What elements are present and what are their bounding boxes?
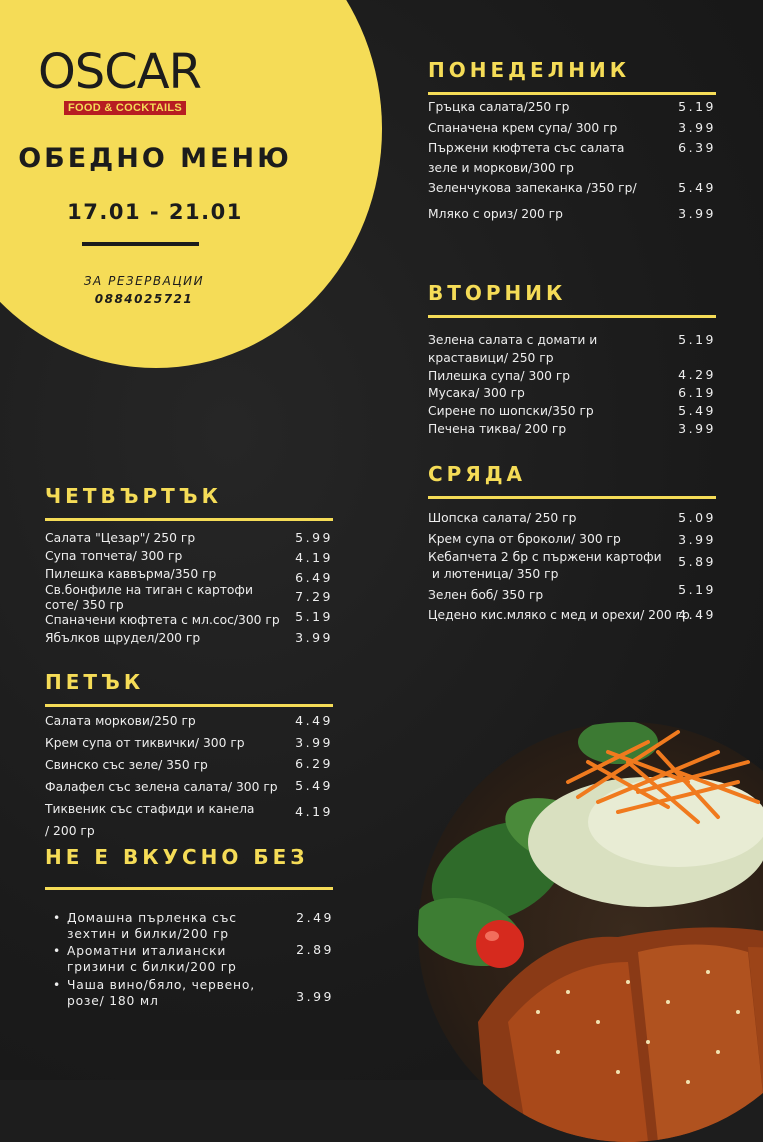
menu-price: 3.99 [295,735,333,750]
menu-price: 2.49 [296,910,334,925]
menu-item: / 200 гр [45,824,95,838]
section-wednesday [428,462,716,622]
section-divider [428,496,716,499]
menu-item: Зеленчукова запеканка /350 гр/ [428,181,637,195]
menu-item: Салата моркови/250 гр [45,714,196,728]
menu-price: 4.49 [295,713,333,728]
menu-price: 3.99 [678,532,716,547]
reservations-phone[interactable]: 0884025721 [94,292,194,306]
page-title: ОБЕДНО МЕНЮ [18,143,292,174]
menu-price: 5.49 [678,403,716,418]
section-friday [45,670,333,838]
section-title: СРЯДА [428,462,527,486]
menu-item: Шопска салата/ 250 гр [428,511,577,525]
menu-price: 5.19 [678,582,716,597]
list-item [67,910,237,942]
menu-item: зеле и моркови/300 гр [428,161,574,175]
menu-price: 2.89 [296,942,334,957]
menu-price: 6.29 [295,756,333,771]
menu-price: 3.99 [295,630,333,645]
menu-item: Пилешка супа/ 300 гр [428,369,571,383]
menu-item: Ябълков щрудел/200 гр [45,631,201,645]
menu-item: краставици/ 250 гр [428,351,554,365]
menu-price: 6.39 [678,140,716,155]
menu-price: 7.29 [295,589,333,604]
section-divider [45,704,333,707]
section-extras [45,845,333,890]
menu-item: Зелен боб/ 350 гр [428,588,544,602]
section-divider [45,887,333,890]
menu-price: 6.19 [678,385,716,400]
menu-item: Пържени кюфтета със салата [428,141,625,155]
menu-price: 5.09 [678,510,716,525]
section-divider [428,315,716,318]
menu-item: Спаначена крем супа/ 300 гр [428,121,618,135]
menu-item: Супа топчета/ 300 гр [45,549,183,563]
menu-item: Салата "Цезар"/ 250 гр [45,531,196,545]
menu-price: 3.99 [678,421,716,436]
menu-item: Мляко с ориз/ 200 гр [428,207,563,221]
section-title: НЕ Е ВКУСНО БЕЗ [45,845,309,869]
menu-item: Гръцка салата/250 гр [428,100,570,114]
menu-price: 4.49 [678,607,716,622]
menu-price: 5.19 [678,332,716,347]
menu-price: 5.89 [678,554,716,569]
date-divider [82,242,199,246]
extra-line: • Чаша вино/бяло, червено, [67,978,255,992]
reservations-label: ЗА РЕЗЕРВАЦИИ [83,274,205,288]
menu-price: 4.19 [295,804,333,819]
menu-item: Мусака/ 300 гр [428,386,525,400]
section-divider [428,92,716,95]
oscar-logo [38,44,253,114]
menu-price: 5.49 [295,778,333,793]
menu-item: Свинско със зеле/ 350 гр [45,758,208,772]
menu-price: 5.49 [678,180,716,195]
menu-price: 5.19 [678,99,716,114]
menu-price: 5.99 [295,530,333,545]
extra-line: • Домашна пърленка със [67,911,237,925]
section-divider [45,518,333,521]
extra-line: • Ароматни италиански [67,944,227,958]
list-item [67,943,237,975]
section-tuesday [428,281,716,436]
menu-item: и лютеница/ 350 гр [428,567,559,581]
section-title: ПЕТЪК [45,670,145,694]
section-title: ВТОРНИК [428,281,567,305]
menu-item: Зелена салата с домати и [428,333,598,347]
menu-item: Сирене по шопски/350 гр [428,404,594,418]
menu-item: Пилешка каввърма/350 гр [45,567,217,581]
menu-item: Фалафел със зелена салата/ 300 гр [45,780,278,794]
logo-wordmark: OSCAR [38,44,201,100]
menu-item: Печена тиква/ 200 гр [428,422,567,436]
menu-price: 3.99 [678,206,716,221]
menu-item: Цедено кис.мляко с мед и орехи/ 200 гр [428,608,690,622]
menu-item: Св.бонфиле на тиган с картофи [45,583,253,597]
menu-item: Крем супа от броколи/ 300 гр [428,532,621,546]
menu-price: 5.19 [295,609,333,624]
extra-line: зехтин и билки/200 гр [67,927,229,941]
menu-item: Спаначени кюфтета с мл.сос/300 гр [45,613,280,627]
menu-price: 6.49 [295,570,333,585]
menu-price: 4.19 [295,550,333,565]
section-thursday [45,484,333,645]
logo-tagline: FOOD & COCKTAILS [64,101,186,115]
date-range: 17.01 - 21.01 [67,200,243,224]
menu-item: Кебапчета 2 бр с пържени картофи [428,550,662,564]
section-title: ЧЕТВЪРТЪК [45,484,222,508]
extra-line: розе/ 180 мл [67,994,159,1008]
reservations-block [0,272,288,308]
menu-item: соте/ 350 гр [45,598,124,612]
extra-line: гризини с билки/200 гр [67,960,237,974]
menu-item: Тиквеник със стафиди и канела [45,802,255,816]
menu-price: 3.99 [296,989,334,1004]
menu-price: 4.29 [678,367,716,382]
list-item [67,977,255,1009]
menu-item: Крем супа от тиквички/ 300 гр [45,736,245,750]
section-title: ПОНЕДЕЛНИК [428,58,631,82]
menu-price: 3.99 [678,120,716,135]
section-monday [428,58,716,221]
